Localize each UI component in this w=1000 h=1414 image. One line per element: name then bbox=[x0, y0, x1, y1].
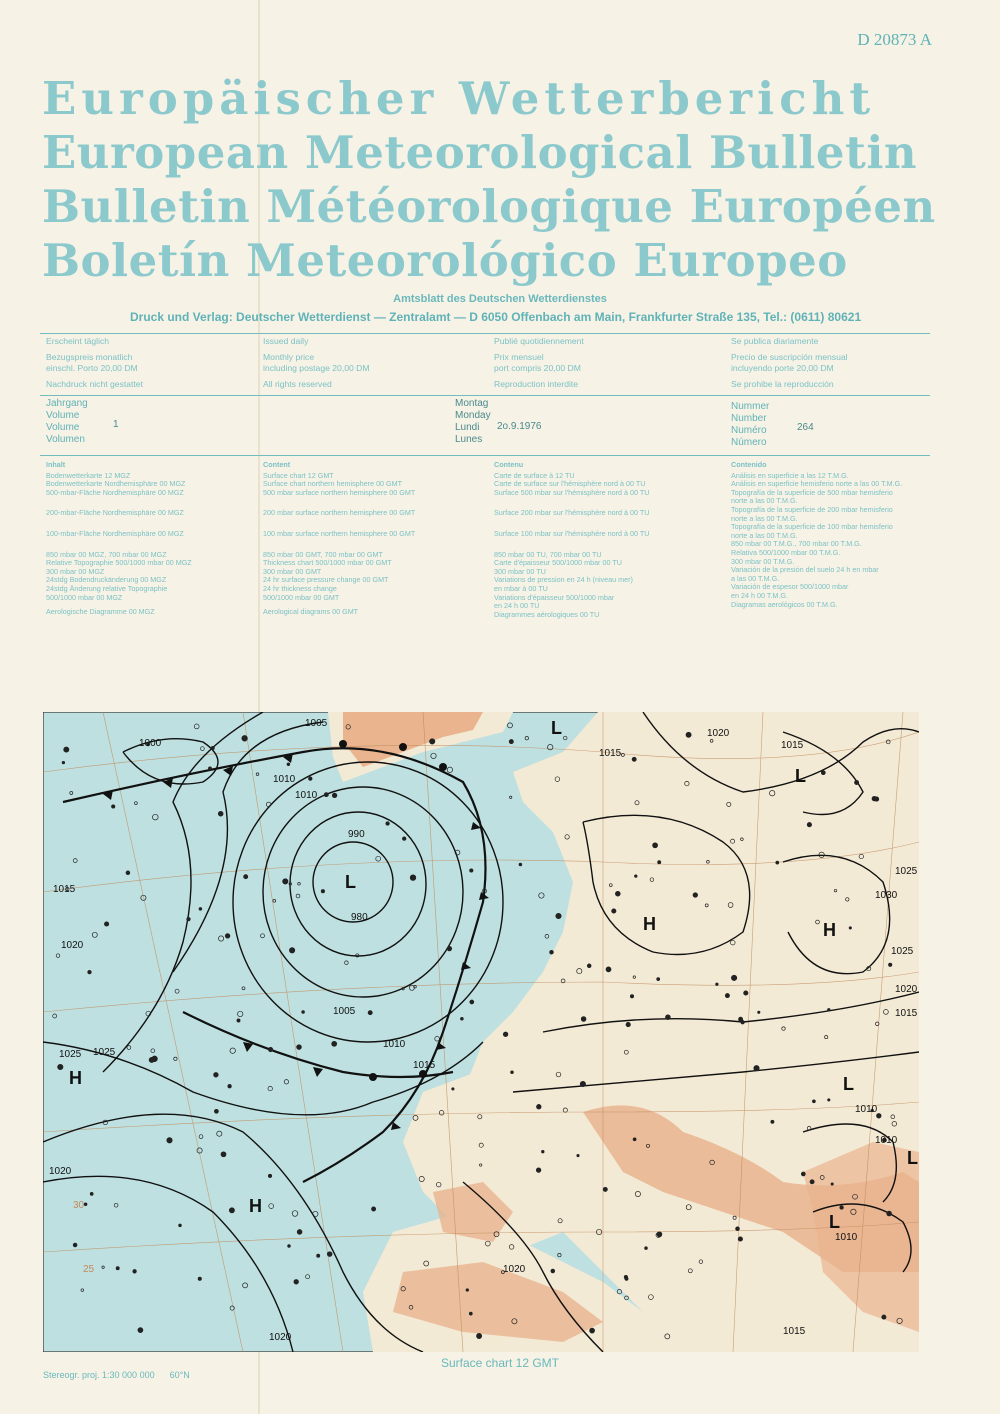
publisher-line: Druck und Verlag: Deutscher Wetterdienst — Zentralamt — D 6050 Offenbach am Main, Frankfurter Straße 135, Tel.: (0611) 80621 bbox=[130, 310, 862, 324]
low-pressure-center: L bbox=[345, 872, 356, 892]
station-marker bbox=[64, 747, 69, 752]
isobar-label: 1025 bbox=[891, 946, 914, 957]
station-marker bbox=[126, 871, 130, 875]
contents-row: Thickness chart 500/1000 mbar 00 GMT bbox=[263, 558, 392, 568]
station-marker bbox=[199, 908, 202, 911]
isobar-label: 1010 bbox=[835, 1232, 858, 1243]
high-pressure-center: H bbox=[643, 914, 656, 934]
station-marker bbox=[112, 805, 115, 808]
day-label: Lundi bbox=[455, 422, 480, 433]
isobar-label: 1025 bbox=[93, 1047, 116, 1058]
info-english bbox=[263, 336, 370, 390]
station-marker bbox=[317, 1254, 320, 1257]
station-marker bbox=[268, 1174, 271, 1177]
station-marker bbox=[693, 893, 698, 898]
contents-row: 850 mbar 00 T.M.G., 700 mbar 00 T.M.G. bbox=[731, 539, 862, 549]
station-marker bbox=[801, 1172, 805, 1176]
isobar-label: 1010 bbox=[273, 774, 296, 785]
station-marker bbox=[758, 1011, 760, 1013]
isobar-label: 1020 bbox=[707, 728, 730, 739]
station-marker bbox=[741, 1020, 745, 1024]
title-block bbox=[42, 72, 942, 288]
contents-row: 200-mbar-Fläche Nordhemisphäre 00 MGZ bbox=[46, 508, 184, 518]
info-text: Monthly price bbox=[263, 352, 315, 362]
contents-row: 500-mbar-Fläche Nordhemisphäre 00 MGZ bbox=[46, 487, 184, 497]
station-marker bbox=[590, 1328, 595, 1333]
station-marker bbox=[725, 994, 729, 998]
contents-row: 300 mbar 00 T.M.G. bbox=[731, 556, 795, 566]
divider bbox=[40, 395, 930, 396]
latitude-label: 25 bbox=[83, 1264, 95, 1275]
station-marker bbox=[657, 978, 660, 981]
title-german: Europäischer Wetterbericht bbox=[42, 72, 876, 125]
contents-row: 850 mbar 00 MGZ, 700 mbar 00 MGZ bbox=[46, 549, 167, 559]
contents-row: 850 mbar 00 GMT, 700 mbar 00 GMT bbox=[263, 549, 383, 559]
station-marker bbox=[587, 964, 591, 968]
station-marker bbox=[327, 1252, 332, 1257]
station-marker bbox=[511, 1071, 514, 1074]
station-marker bbox=[410, 875, 416, 881]
volume-value: 1 bbox=[113, 419, 119, 430]
station-marker bbox=[887, 1211, 892, 1216]
station-marker bbox=[461, 1017, 464, 1020]
contents-row: 200 mbar surface northern hemisphere 00 GMT bbox=[263, 508, 416, 518]
station-marker bbox=[716, 983, 719, 986]
station-marker bbox=[386, 822, 390, 826]
contents-row: Topografía de la superficie de 100 mbar hemisferio bbox=[731, 522, 893, 532]
station-marker bbox=[580, 1081, 585, 1086]
isobar-label: 1010 bbox=[295, 790, 318, 801]
low-pressure-center: L bbox=[829, 1212, 840, 1232]
station-marker bbox=[84, 1203, 87, 1206]
station-marker bbox=[211, 746, 214, 749]
station-marker bbox=[244, 875, 248, 879]
contents-row: norte a las 00 T.M.G. bbox=[731, 530, 798, 540]
station-marker bbox=[470, 869, 473, 872]
isobar-label: 1010 bbox=[875, 1135, 898, 1146]
contents-row: en mbar à 00 TU bbox=[494, 583, 548, 593]
divider bbox=[40, 333, 930, 334]
contents-row: Variations d'épaisseur 500/1000 mbar bbox=[494, 592, 615, 602]
contents-row: Carte d'épaisseur 500/1000 mbar 00 TU bbox=[494, 558, 622, 568]
number-labels bbox=[731, 401, 769, 449]
contents-row: Carte de surface à 12 TU bbox=[494, 470, 575, 480]
contents-row: norte a las 00 T.M.G. bbox=[731, 513, 798, 523]
station-marker bbox=[452, 1088, 454, 1090]
contents-french bbox=[494, 461, 649, 619]
surface-chart-map bbox=[43, 712, 919, 1352]
station-marker bbox=[630, 995, 633, 998]
station-marker bbox=[302, 1011, 305, 1014]
document-code: D 20873 A bbox=[857, 30, 932, 49]
projection-scale: Stereogr. proj. 1:30 000 000 bbox=[43, 1370, 155, 1380]
contents-spanish bbox=[731, 461, 902, 609]
station-marker bbox=[332, 1041, 337, 1046]
title-spanish: Boletín Meteorológico Europeo bbox=[42, 234, 848, 287]
contents-row: Variación de espesor 500/1000 mbar bbox=[731, 582, 849, 592]
contents-english bbox=[263, 461, 415, 617]
isobar-label: 1020 bbox=[269, 1332, 292, 1343]
number-label: Número bbox=[731, 437, 767, 448]
station-marker bbox=[635, 875, 638, 878]
contents-row: Surface chart 12 GMT bbox=[263, 470, 334, 480]
contents-row: Surface 200 mbar sur l'hémisphère nord à 00 TU bbox=[494, 508, 650, 518]
volume-label: Jahrgang bbox=[46, 398, 88, 409]
divider bbox=[40, 455, 930, 456]
isobar-label: 1010 bbox=[855, 1104, 878, 1115]
station-marker bbox=[104, 922, 108, 926]
contents-row: 100-mbar-Fläche Nordhemisphäre 00 MGZ bbox=[46, 528, 184, 538]
station-marker bbox=[807, 823, 811, 827]
isobar-label: 1000 bbox=[139, 738, 162, 749]
station-marker bbox=[831, 1183, 833, 1185]
station-marker bbox=[606, 967, 611, 972]
station-marker bbox=[889, 963, 892, 966]
station-marker bbox=[287, 763, 290, 766]
station-marker bbox=[167, 1138, 172, 1143]
isobar-label: 1015 bbox=[783, 1326, 806, 1337]
number-label: Number bbox=[731, 413, 767, 424]
station-marker bbox=[658, 861, 661, 864]
day-label: Monday bbox=[455, 410, 491, 421]
volume-label: Volume bbox=[46, 422, 80, 433]
contents-german bbox=[46, 461, 192, 617]
isobar-label: 1020 bbox=[61, 940, 84, 951]
info-text: Precio de suscripción mensual bbox=[731, 352, 848, 362]
day-label: Lunes bbox=[455, 434, 483, 445]
day-label: Montag bbox=[455, 398, 489, 409]
official-gazette-line: Amtsblatt des Deutschen Wetterdienstes bbox=[393, 293, 607, 305]
info-german bbox=[46, 336, 143, 390]
station-marker bbox=[179, 1224, 182, 1227]
isobar-label: 1015 bbox=[895, 1008, 918, 1019]
station-marker bbox=[221, 1152, 226, 1157]
number-label: Nummer bbox=[731, 401, 770, 412]
volume-labels bbox=[46, 398, 88, 446]
contents-row: a las 00 T.M.G. bbox=[731, 573, 780, 583]
contents-row: 24 hr thickness change bbox=[263, 583, 337, 593]
station-marker bbox=[581, 1017, 586, 1022]
contents-row: 850 mbar 00 TU, 700 mbar 00 TU bbox=[494, 549, 602, 559]
station-marker bbox=[771, 1120, 774, 1123]
contents-heading: Contenu bbox=[494, 460, 524, 469]
isobar-label: 1015 bbox=[413, 1060, 436, 1071]
station-marker bbox=[268, 1047, 272, 1051]
isobar-label: 1015 bbox=[53, 884, 76, 895]
contents-row: en 24 h 00 TU bbox=[494, 601, 540, 611]
info-french bbox=[494, 336, 584, 390]
station-marker bbox=[612, 909, 616, 913]
station-marker bbox=[324, 793, 328, 797]
station-marker bbox=[632, 757, 636, 761]
contents-row: Diagrammes aérologiques 00 TU bbox=[494, 609, 600, 619]
projection-latitude: 60°N bbox=[169, 1370, 190, 1380]
contents-row: Aerological diagrams 00 GMT bbox=[263, 607, 359, 617]
info-text: incluyendo porte 20,00 DM bbox=[731, 363, 834, 373]
station-marker bbox=[470, 1000, 474, 1004]
isobar-label: 1030 bbox=[875, 890, 898, 901]
station-marker bbox=[297, 1230, 302, 1235]
info-text: Se publica diariamente bbox=[731, 336, 819, 346]
title-english: European Meteorological Bulletin bbox=[42, 126, 918, 179]
contents-row: 300 mbar 00 GMT bbox=[263, 566, 322, 576]
chart-caption: Surface chart 12 GMT bbox=[440, 1356, 560, 1370]
station-marker bbox=[368, 1011, 372, 1015]
title-french: Bulletin Météorologique Européen bbox=[42, 180, 936, 233]
contents-row: Surface 500 mbar sur l'hémisphère nord à 00 TU bbox=[494, 487, 650, 497]
contents-row: 100 mbar surface northern hemisphere 00 GMT bbox=[263, 528, 416, 538]
station-marker bbox=[73, 1243, 77, 1247]
contents-row: Relative Topographie 500/1000 mbar 00 MGZ bbox=[46, 558, 192, 568]
station-marker bbox=[477, 1333, 482, 1338]
isobar-label: 1010 bbox=[383, 1039, 406, 1050]
station-marker bbox=[88, 970, 92, 974]
isobar-label: 1015 bbox=[781, 740, 804, 751]
station-marker bbox=[237, 1019, 240, 1022]
date-value: 2o.9.1976 bbox=[497, 421, 542, 432]
station-marker bbox=[556, 913, 561, 918]
station-marker bbox=[633, 1138, 636, 1141]
projection-note bbox=[43, 1370, 190, 1380]
station-marker bbox=[603, 1187, 607, 1191]
station-marker bbox=[855, 780, 859, 784]
isobar-label: 1005 bbox=[333, 1006, 356, 1017]
contents-row: Diagramas aerológicos 00 T.M.G. bbox=[731, 599, 838, 609]
station-marker bbox=[242, 736, 248, 742]
station-marker bbox=[615, 891, 620, 896]
station-marker bbox=[821, 771, 825, 775]
station-marker bbox=[828, 1099, 830, 1101]
contents-row: Relativa 500/1000 mbar 00 T.M.G. bbox=[731, 547, 841, 557]
station-marker bbox=[849, 927, 851, 929]
station-marker bbox=[294, 1280, 299, 1285]
info-text: Reproduction interdite bbox=[494, 379, 579, 389]
station-marker bbox=[58, 1064, 63, 1069]
isobar-label: 1025 bbox=[895, 866, 918, 877]
contents-row: Surface 100 mbar sur l'hémisphère nord à 00 TU bbox=[494, 528, 650, 538]
info-text: einschl. Porto 20,00 DM bbox=[46, 363, 138, 373]
station-marker bbox=[214, 1109, 218, 1113]
station-marker bbox=[62, 761, 65, 764]
contents-row: norte a las 00 T.M.G. bbox=[731, 496, 798, 506]
station-marker bbox=[657, 1232, 662, 1237]
contents-row: Surface chart northern hemisphere 00 GMT bbox=[263, 479, 403, 489]
station-marker bbox=[536, 1168, 541, 1173]
contents-row: 300 mbar 00 MGZ bbox=[46, 566, 105, 576]
station-marker bbox=[297, 1045, 302, 1050]
station-marker bbox=[229, 1208, 234, 1213]
station-marker bbox=[503, 1032, 508, 1037]
contents-row: 300 mbar 00 TU bbox=[494, 566, 546, 576]
low-pressure-center: L bbox=[843, 1074, 854, 1094]
high-pressure-center: H bbox=[249, 1196, 262, 1216]
info-text: Bezugspreis monatlich bbox=[46, 352, 133, 362]
station-marker bbox=[882, 1315, 886, 1319]
volume-label: Volume bbox=[46, 410, 80, 421]
contents-row: Variación de la presión del suelo 24 h en mbar bbox=[731, 565, 879, 575]
station-marker bbox=[776, 861, 779, 864]
latitude-label: 30 bbox=[73, 1200, 85, 1211]
contents-row: 24stdg Änderung relative Topographie bbox=[46, 583, 168, 593]
station-marker bbox=[686, 732, 691, 737]
number-label: Numéro bbox=[731, 425, 767, 436]
info-text: All rights reserved bbox=[263, 379, 332, 389]
station-marker bbox=[198, 1277, 201, 1280]
station-marker bbox=[754, 1066, 759, 1071]
contents-row: Aerologische Diagramme 00 MGZ bbox=[46, 607, 155, 617]
station-marker bbox=[666, 1015, 671, 1020]
station-marker bbox=[309, 777, 313, 781]
contents-row: Análisis en superficie hemisferio norte a las 00 T.M.G. bbox=[731, 479, 903, 489]
station-marker bbox=[218, 811, 223, 816]
station-marker bbox=[736, 1227, 740, 1231]
contents-row: Topografía de la superficie de 200 mbar hemisferio bbox=[731, 504, 893, 514]
issue-number: 264 bbox=[797, 422, 814, 433]
station-marker bbox=[208, 767, 211, 770]
station-marker bbox=[828, 1009, 831, 1012]
station-marker bbox=[116, 1267, 119, 1270]
contents-row: Variations de pression en 24 h (niveau mer) bbox=[494, 575, 633, 585]
contents-row: Bodenwetterkarte Nordhemisphäre 00 MGZ bbox=[46, 479, 186, 489]
station-marker bbox=[289, 948, 294, 953]
contents-row: 500/1000 mbar 00 GMT bbox=[263, 592, 340, 602]
station-marker bbox=[872, 796, 877, 801]
station-marker bbox=[551, 1269, 555, 1273]
station-marker bbox=[332, 793, 337, 798]
station-marker bbox=[653, 843, 658, 848]
low-pressure-center: L bbox=[907, 1148, 918, 1168]
station-marker bbox=[288, 1245, 291, 1248]
contents-row: Análisis en superficie a las 12 T.M.G. bbox=[731, 470, 849, 480]
day-labels bbox=[455, 398, 491, 446]
isobar-label: 1005 bbox=[305, 718, 328, 729]
contents-heading: Contenido bbox=[731, 460, 767, 469]
isobar-label: 990 bbox=[348, 829, 365, 840]
station-marker bbox=[372, 1207, 376, 1211]
station-marker bbox=[577, 1154, 579, 1156]
station-marker bbox=[469, 1312, 472, 1315]
station-marker bbox=[744, 991, 748, 995]
info-text: port compris 20,00 DM bbox=[494, 363, 581, 373]
info-spanish bbox=[731, 336, 848, 390]
station-marker bbox=[430, 739, 435, 744]
station-marker bbox=[840, 1206, 844, 1210]
contents-row: Bodenwetterkarte 12 MGZ bbox=[46, 470, 131, 480]
contents-row: 24 hr surface pressure change 00 GMT bbox=[263, 575, 389, 585]
station-marker bbox=[625, 1277, 628, 1280]
station-marker bbox=[509, 740, 513, 744]
station-marker bbox=[321, 890, 324, 893]
info-text: Erscheint täglich bbox=[46, 336, 110, 346]
isobar-label: 1025 bbox=[59, 1049, 82, 1060]
isobar-label: 1020 bbox=[895, 984, 918, 995]
low-pressure-center: L bbox=[795, 766, 806, 786]
isobar-label: 1015 bbox=[599, 748, 622, 759]
isobar-label: 1020 bbox=[503, 1264, 526, 1275]
info-text: including postage 20,00 DM bbox=[263, 363, 370, 373]
station-marker bbox=[149, 1057, 154, 1062]
station-marker bbox=[283, 879, 288, 884]
station-marker bbox=[731, 975, 736, 980]
contents-row: Topografía de la superficie de 500 mbar hemisferio bbox=[731, 487, 893, 497]
contents-row: 24stdg Bodendruckänderung 00 MGZ bbox=[46, 575, 167, 585]
info-text: Se prohibe la reproducción bbox=[731, 379, 834, 389]
high-pressure-center: H bbox=[69, 1068, 82, 1088]
contents-row: Carte de surface sur l'hémisphère nord à 00 TU bbox=[494, 479, 646, 489]
station-marker bbox=[90, 1192, 93, 1195]
station-marker bbox=[225, 934, 230, 939]
station-marker bbox=[626, 1022, 630, 1026]
contents-row: 500/1000 mbar 00 MGZ bbox=[46, 592, 123, 602]
info-text: Prix mensuel bbox=[494, 352, 544, 362]
info-text: Issued daily bbox=[263, 336, 309, 346]
high-pressure-center: H bbox=[823, 920, 836, 940]
station-marker bbox=[537, 1104, 542, 1109]
contents-heading: Content bbox=[263, 460, 291, 469]
low-pressure-center: L bbox=[551, 718, 562, 738]
station-marker bbox=[812, 1100, 815, 1103]
isobar-label: 1020 bbox=[49, 1166, 72, 1177]
station-marker bbox=[542, 1150, 545, 1153]
station-marker bbox=[519, 863, 522, 866]
info-text: Nachdruck nicht gestattet bbox=[46, 379, 143, 389]
contents-row: 500 mbar surface northern hemisphere 00 GMT bbox=[263, 487, 416, 497]
volume-label: Volumen bbox=[46, 434, 85, 445]
station-marker bbox=[738, 1237, 742, 1241]
station-marker bbox=[133, 1270, 137, 1274]
station-marker bbox=[447, 946, 452, 951]
contents-row: en 24 h 00 T.M.G. bbox=[731, 590, 789, 600]
station-marker bbox=[645, 1247, 648, 1250]
station-marker bbox=[402, 837, 406, 841]
isobar-label: 980 bbox=[351, 912, 368, 923]
station-marker bbox=[214, 1073, 219, 1078]
info-text: Publié quotidiennement bbox=[494, 336, 584, 346]
station-marker bbox=[810, 1180, 814, 1184]
station-marker bbox=[466, 1289, 469, 1292]
station-marker bbox=[550, 950, 554, 954]
station-marker bbox=[187, 917, 191, 921]
station-marker bbox=[228, 1084, 232, 1088]
station-marker bbox=[138, 1328, 143, 1333]
contents-heading: Inhalt bbox=[46, 460, 66, 469]
